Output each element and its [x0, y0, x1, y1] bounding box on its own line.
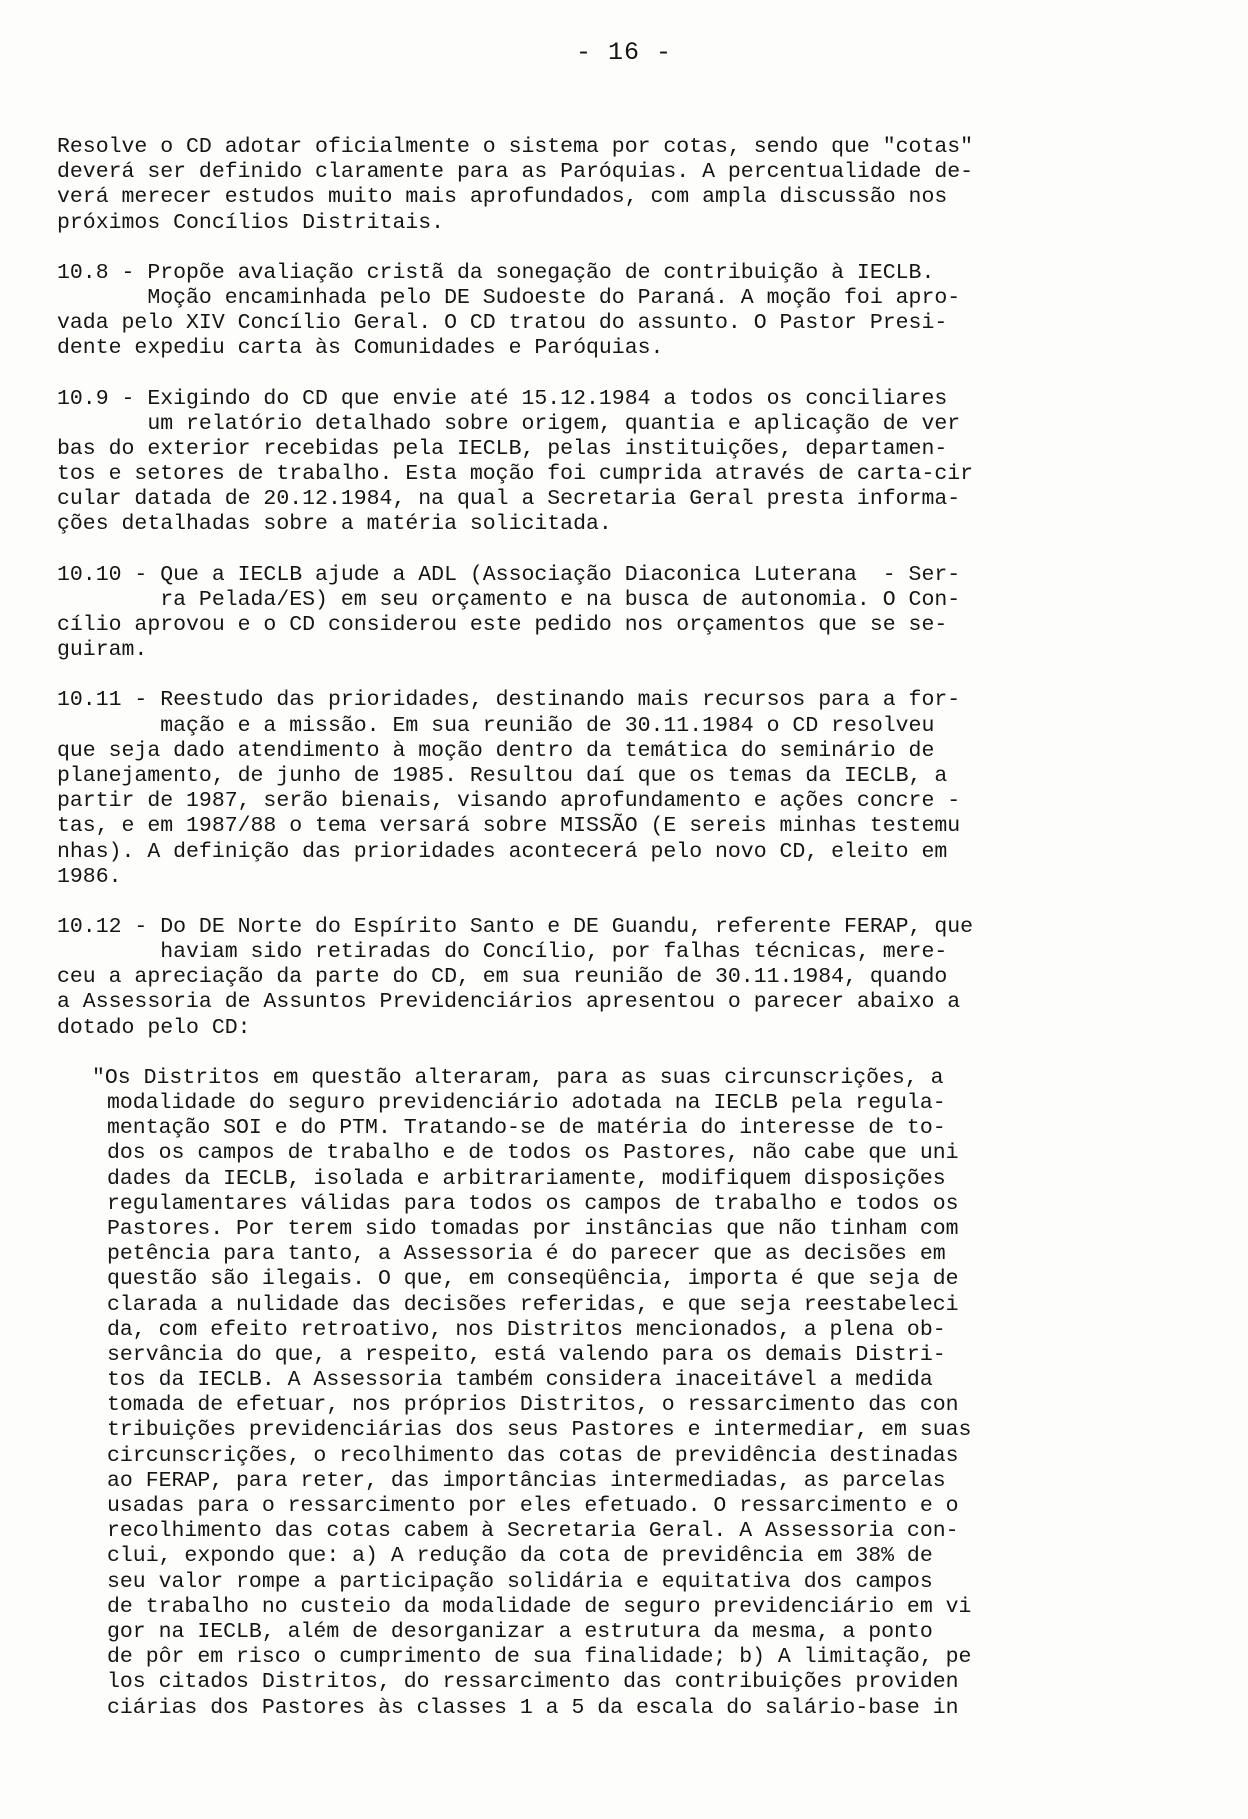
- text-line: deverá ser definido claramente para as Paróquias. A percentualidade de-: [57, 160, 974, 185]
- quote-line: clui, expondo que: a) A redução da cota de previdência em 38% de: [107, 1544, 933, 1569]
- text-line: um relatório detalhado sobre origem, quantia e aplicação de ver: [57, 411, 961, 436]
- text-line: cular datada de 20.12.1984, na qual a Secretaria Geral presta informa-: [57, 487, 961, 512]
- text-line: ceu a apreciação da parte do CD, em sua reunião de 30.11.1984, quando: [57, 965, 948, 990]
- quote-line: gor na IECLB, além de desorganizar a estrutura da mesma, a ponto: [107, 1619, 933, 1644]
- quote-line: Pastores. Por terem sido tomadas por instâncias que não tinham com: [107, 1216, 959, 1241]
- text-line: a Assessoria de Assuntos Previdenciários apresentou o parecer abaixo a: [57, 990, 961, 1015]
- quote-line: servância do que, a respeito, está valendo para os demais Distri-: [107, 1342, 946, 1367]
- quote-line: tos da IECLB. A Assessoria também considera inaceitável a medida: [107, 1368, 933, 1393]
- text-line: bas do exterior recebidas pela IECLB, pelas instituições, departamen-: [57, 436, 948, 461]
- text-line: ções detalhadas sobre a matéria solicitada.: [57, 512, 612, 537]
- quote-line: circunscrições, o recolhimento das cotas de previdência destinadas: [107, 1443, 959, 1468]
- quote-line: tomada de efetuar, nos próprios Distritos, o ressarcimento das con: [107, 1393, 959, 1418]
- quote-line: recolhimento das cotas cabem à Secretaria Geral. A Assessoria con-: [107, 1519, 959, 1544]
- item-10-9-paragraph: [57, 387, 1137, 538]
- text-line: 10.12 - Do DE Norte do Espírito Santo e DE Guandu, referente FERAP, que: [57, 914, 974, 939]
- quote-line: dades da IECLB, isolada e arbitrariamente, modifiquem disposições: [107, 1166, 946, 1191]
- quote-first-line: "Os Distritos em questão alteraram, para as suas circunscrições, a: [92, 1065, 944, 1090]
- quote-line: usadas para o ressarcimento por eles efetuado. O ressarcimento e o: [107, 1494, 959, 1518]
- item-10-11-paragraph: [57, 688, 1137, 890]
- text-line: verá merecer estudos muito mais aprofundados, com ampla discussão nos: [57, 185, 948, 210]
- quote-line: modalidade do seguro previdenciário adotada na IECLB pela regula-: [107, 1091, 946, 1115]
- text-line: próximos Concílios Distritais.: [57, 210, 445, 235]
- item-10-10-paragraph: [57, 563, 1137, 664]
- quote-line: regulamentares válidas para todos os campos de trabalho e todos os: [107, 1191, 959, 1216]
- text-line: mação e a missão. Em sua reunião de 30.11.1984 o CD resolveu: [57, 713, 935, 738]
- text-line: 10.10 - Que a IECLB ajude a ADL (Associação Diaconica Luterana - Ser-: [57, 562, 961, 587]
- text-line: 10.8 - Propõe avaliação cristã da sonegação de contribuição à IECLB.: [57, 260, 935, 285]
- text-line: ra Pelada/ES) em seu orçamento e na busca de autonomia. O Con-: [57, 587, 961, 612]
- text-line: dotado pelo CD:: [57, 1015, 251, 1040]
- quote-line: ciárias dos Pastores às classes 1 a 5 da escala do salário-base in: [107, 1695, 959, 1720]
- page-number: - 16 -: [575, 38, 672, 67]
- text-line: planejamento, de junho de 1985. Resultou daí que os temas da IECLB, a: [57, 763, 948, 788]
- quote-line: da, com efeito retroativo, nos Distritos mencionados, a plena ob-: [107, 1317, 946, 1342]
- text-line: partir de 1987, serão bienais, visando aprofundamento e ações concre -: [57, 789, 961, 814]
- quote-line: dos os campos de trabalho e de todos os Pastores, não cabe que uni: [107, 1141, 959, 1166]
- quote-line: los citados Distritos, do ressarcimento das contribuições providen: [107, 1670, 959, 1695]
- item-10-12-paragraph: [57, 915, 1137, 1041]
- text-line: 10.9 - Exigindo do CD que envie até 15.12.1984 a todos os conciliares: [57, 386, 948, 411]
- quote-line: ao FERAP, para reter, das importâncias intermediadas, as parcelas: [107, 1468, 946, 1493]
- text-line: nhas). A definição das prioridades acontecerá pelo novo CD, eleito em: [57, 839, 948, 864]
- text-line: Moção encaminhada pelo DE Sudoeste do Paraná. A moção foi apro-: [57, 285, 961, 310]
- text-line: tas, e em 1987/88 o tema versará sobre MISSÃO (E sereis minhas testemu: [57, 814, 961, 839]
- text-line: guiram.: [57, 638, 148, 663]
- quote-line: de pôr em risco o cumprimento de sua finalidade; b) A limitação, pe: [107, 1645, 972, 1670]
- quote-line: seu valor rompe a participação solidária e equitativa dos campos: [107, 1569, 933, 1594]
- text-line: tos e setores de trabalho. Esta moção foi cumprida através de carta-cir: [57, 462, 974, 487]
- intro-paragraph: [57, 135, 1137, 236]
- text-line: vada pelo XIV Concílio Geral. O CD tratou do assunto. O Pastor Presi-: [57, 311, 948, 336]
- text-line: 1986.: [57, 864, 122, 889]
- quote-line: tribuições previdenciárias dos seus Pastores e intermediar, em suas: [107, 1418, 972, 1443]
- text-line: cílio aprovou e o CD considerou este pedido nos orçamentos que se se-: [57, 613, 948, 637]
- quote-line: petência para tanto, a Assessoria é do parecer que as decisões em: [107, 1242, 946, 1267]
- quote-line: clarada a nulidade das decisões referidas, e que seja reestabeleci: [107, 1292, 959, 1317]
- quote-line: de trabalho no custeio da modalidade de seguro previdenciário em vi: [107, 1594, 972, 1619]
- item-10-8-paragraph: [57, 261, 1137, 362]
- text-line: haviam sido retiradas do Concílio, por falhas técnicas, mere-: [57, 940, 948, 965]
- text-line: Resolve o CD adotar oficialmente o sistema por cotas, sendo que "cotas": [57, 135, 974, 159]
- text-line: dente expediu carta às Comunidades e Paróquias.: [57, 336, 664, 361]
- document-body: [57, 135, 1137, 1746]
- quoted-opinion: [57, 1066, 1137, 1721]
- text-line: que seja dado atendimento à moção dentro da temática do seminário de: [57, 738, 935, 763]
- quote-line: mentação SOI e do PTM. Tratando-se de matéria do interesse de to-: [107, 1116, 946, 1141]
- quote-line: questão são ilegais. O que, em conseqüência, importa é que seja de: [107, 1267, 959, 1292]
- text-line: 10.11 - Reestudo das prioridades, destinando mais recursos para a for-: [57, 688, 961, 713]
